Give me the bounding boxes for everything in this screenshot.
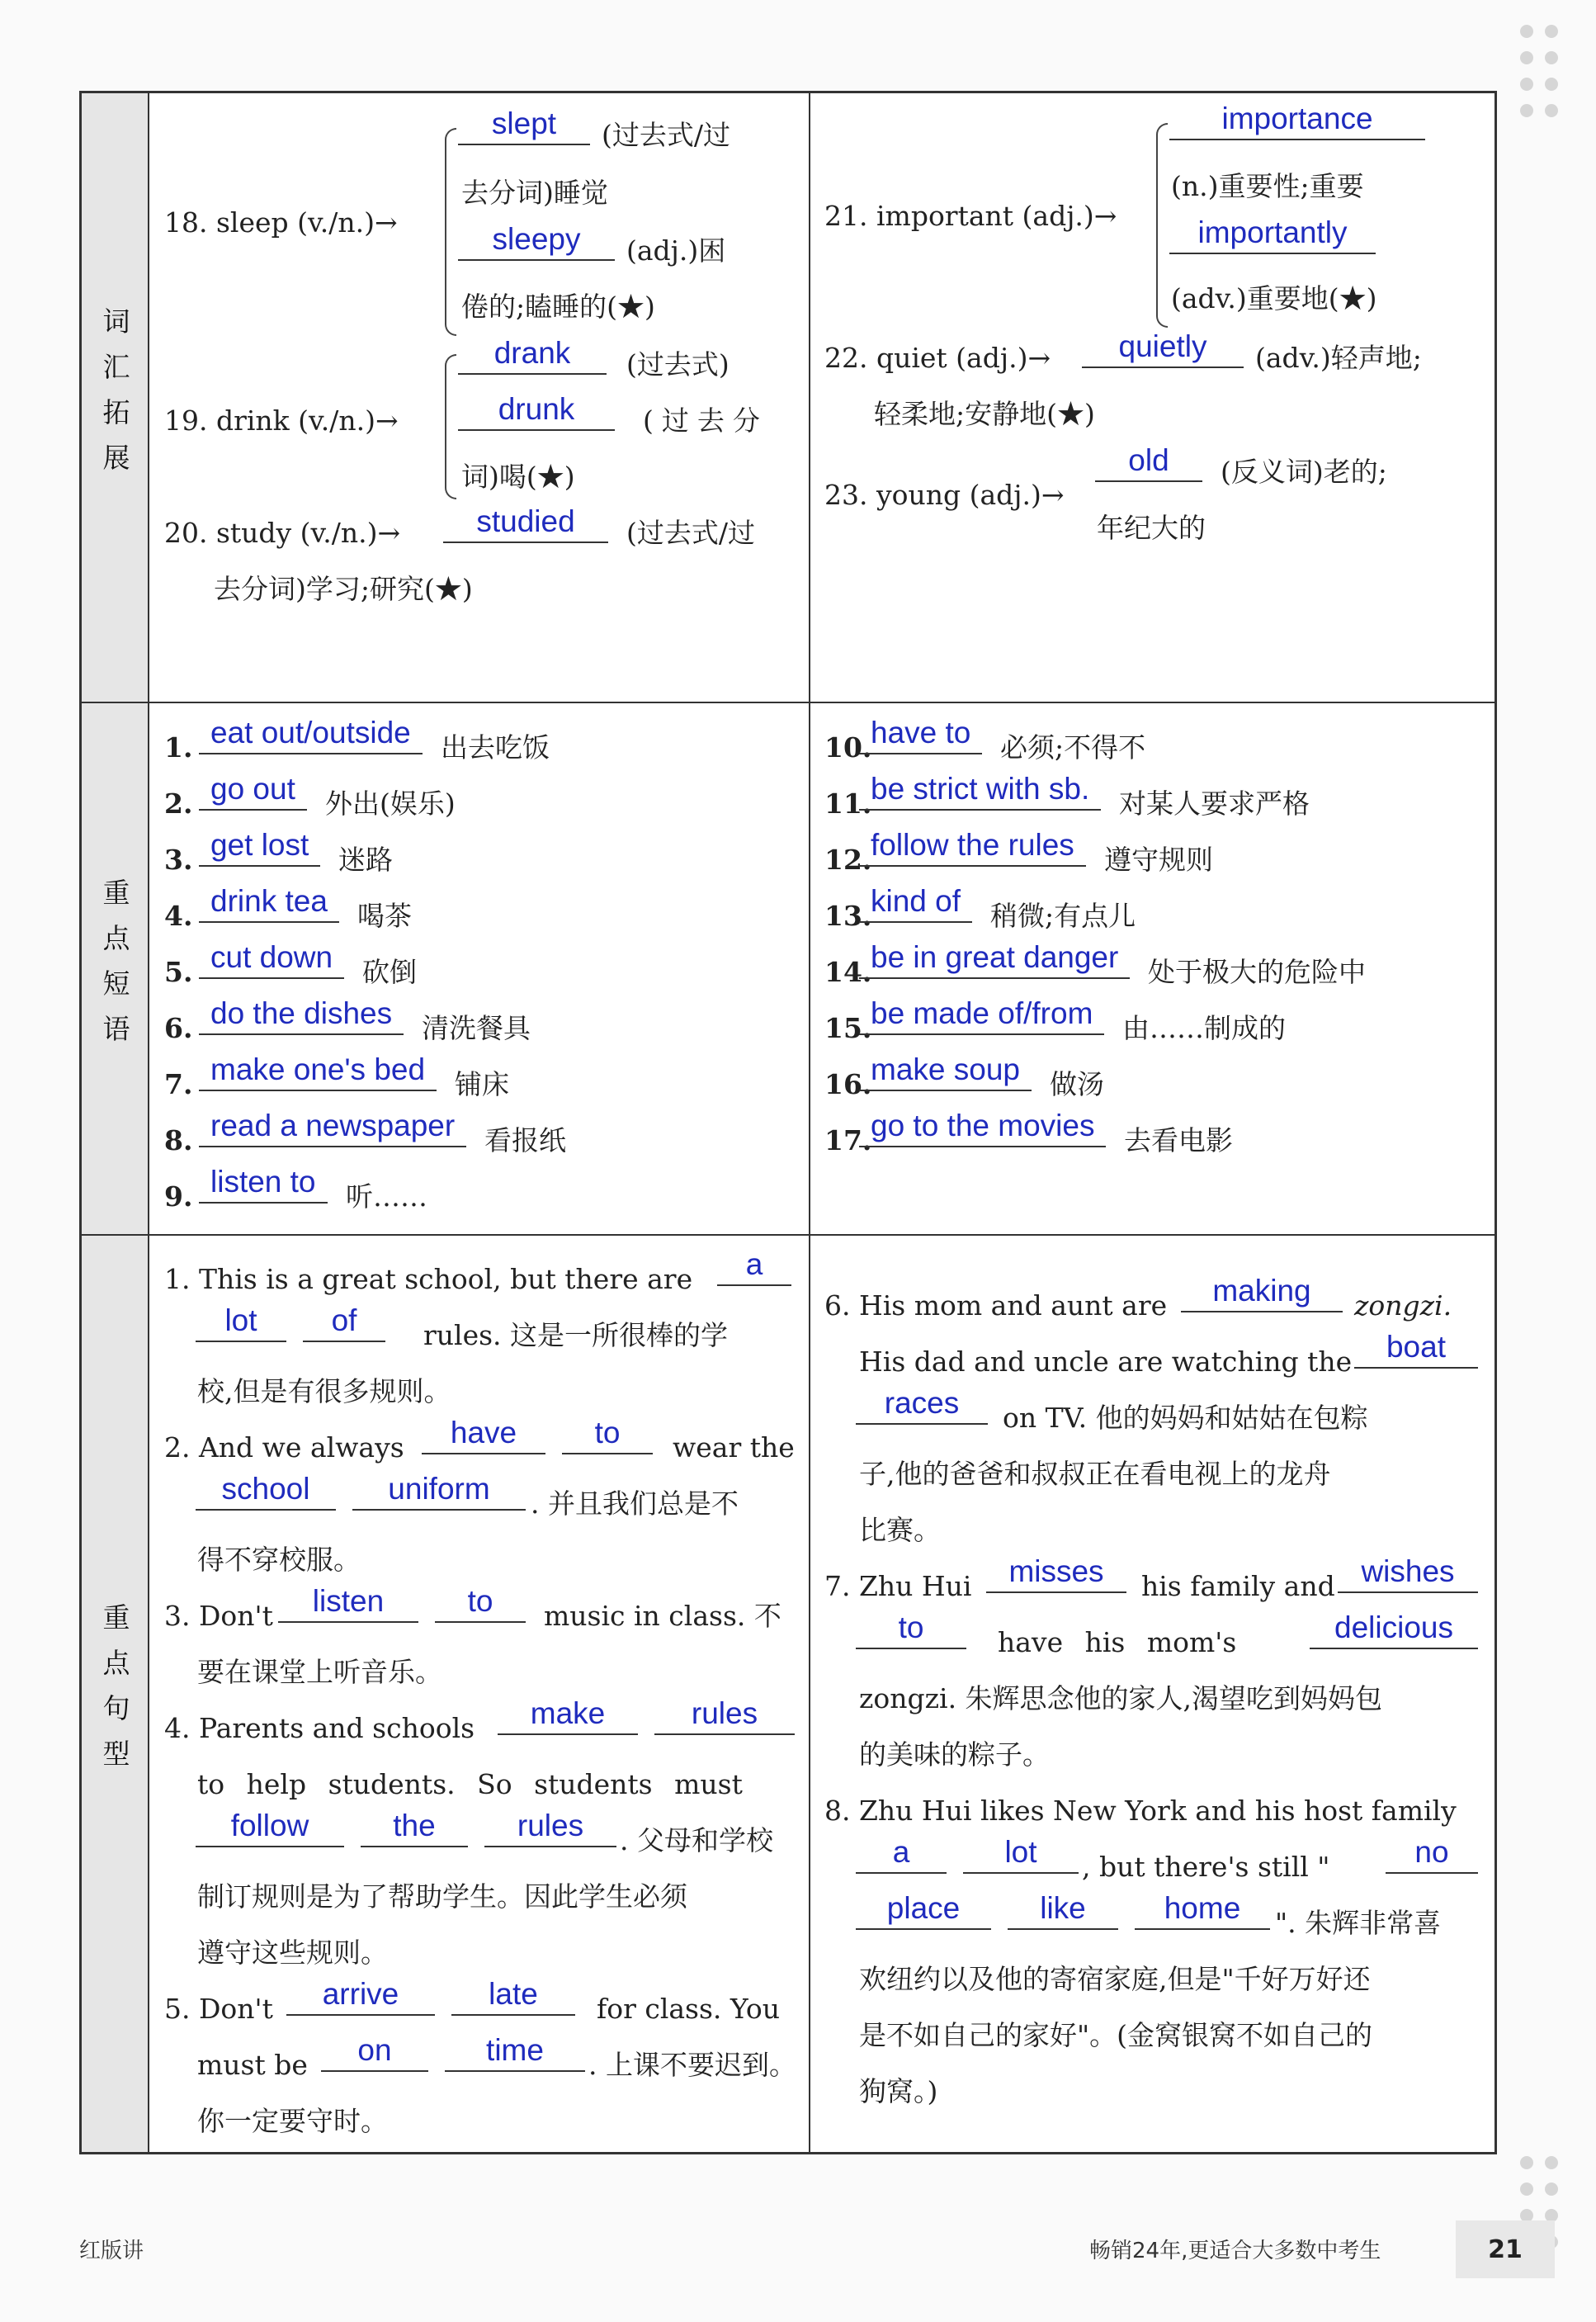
footer-slogan: 畅销24年,更适合大多数中考生 — [1089, 2239, 1381, 2263]
phrase-answer: read a newspaper — [199, 1110, 466, 1147]
section-label-phrases: 重点短语 — [82, 703, 148, 1234]
phrase-number: 5. — [164, 956, 193, 988]
phrase-meaning: 遵守规则 — [1104, 844, 1213, 876]
phrase-answer: make soup — [859, 1054, 1032, 1091]
phrase-number: 8. — [164, 1124, 193, 1156]
phrase-answer: cut down — [199, 942, 344, 979]
phrase-answer: be strict with sb. — [859, 773, 1101, 811]
phrase-meaning: 稍微;有点儿 — [990, 900, 1136, 932]
phrase-meaning: 外出(娱乐) — [325, 787, 456, 820]
phrase-meaning: 迷路 — [338, 844, 393, 876]
phrase-answer: follow the rules — [859, 830, 1086, 867]
footer-left: 红版讲 — [79, 2239, 144, 2263]
phrase-answer: listen to — [199, 1166, 328, 1204]
phrase-answer: be made of/from — [859, 998, 1104, 1035]
phrase-number: 15. — [824, 1012, 872, 1044]
phrase-meaning: 必须;不得不 — [1000, 731, 1146, 764]
phrase-meaning: 砍倒 — [362, 956, 417, 988]
phrase-number: 10. — [824, 731, 872, 764]
phrase-number: 7. — [164, 1068, 193, 1100]
phrase-meaning: 由……制成的 — [1122, 1012, 1286, 1044]
answer-drank: drank — [458, 338, 607, 375]
answer-old: old — [1095, 445, 1202, 482]
phrase-meaning: 做汤 — [1050, 1068, 1104, 1100]
phrase-number: 9. — [164, 1180, 193, 1213]
phrase-meaning: 喝茶 — [357, 900, 412, 932]
phrase-number: 13. — [824, 900, 872, 932]
phrase-answer: get lost — [199, 830, 320, 867]
phrase-meaning: 看报纸 — [484, 1124, 566, 1156]
phrase-meaning: 对某人要求严格 — [1119, 787, 1310, 820]
phrase-number: 11. — [824, 787, 872, 820]
answer-importantly: importantly — [1169, 217, 1376, 254]
phrase-number: 12. — [824, 844, 872, 876]
phrase-number: 1. — [164, 731, 193, 764]
phrase-answer: eat out/outside — [199, 717, 423, 754]
phrase-answer: be in great danger — [859, 942, 1130, 979]
phrase-meaning: 去看电影 — [1124, 1124, 1233, 1156]
phrase-number: 4. — [164, 900, 193, 932]
phrase-answer: do the dishes — [199, 998, 404, 1035]
answer-importance: importance — [1169, 103, 1425, 140]
section-label-vocab: 词汇拓展 — [82, 93, 148, 702]
answer-sleepy: sleepy — [458, 224, 615, 261]
phrase-number: 3. — [164, 844, 193, 876]
exercise-table: 词汇拓展 重点短语 重点句型 18. sleep (v./n.)→ slept (过去式/过 去分词)睡觉 sleepy (adj.)困 倦的;瞌睡的(★) 19. drink (v./n.)→ drank (过去式) drunk (过去分 词)喝(★) 20. study (v./n.)→ studied (过去式/过 去分词)学习;研究(★) 21. important (adj.)→ importance (n.)重要性;重要 importantly (adv.)重要地(★) 22. quiet (adj.)→ quietly (adv.)轻声地; 轻柔地;安静地(★) 23. young (adj.)→ old (反义词)老的; 年纪大的 1. eat out/outside 出去吃饭 2. go out 外出(娱乐) 3. get lost 迷路 4. drink tea 喝茶 5. cut down 砍倒 6. do the dishes 清洗餐具 7. make one's bed 铺床 8. read a newspaper 看报纸 9. listen to 听…… 10. have to 必须;不得不 11. be strict with sb. 对某人要求严格 12. follow the rules 遵守规则 13. kind of 稍微;有点儿 14. be in great danger 处于极大的危险中 15. be made of/from 由……制成的 16. make soup 做汤 17. go to the movies 去看电影 1. This is a great school, but there are a lot of rules. 这是一所很棒的学 校,但是有很多规则。 2. And we always have to wear the school uniform . 并且我们总是不 得不穿校服。 3. Don't listen to music in class. 不 要在课堂上听音乐。 4. Parents and schools make rules to help students. So students must follow the rules . 父母和学校 制订规则是为了帮助学生。因此学生必须 遵守这些规则。 5. Don't arrive late for class. You must be on time . 上课不要迟到。 你一定要守时。 6. His mom and aunt are making zongzi. His dad and uncle are watching the boat races on TV. 他的妈妈和姑姑在包粽 子,他的爸爸和叔叔正在看电视上的龙舟 比赛。 7. Zhu Hui misses his family and wishes to have his mom's delicious zongzi. 朱辉思念他的家人,渴望吃到妈妈包 的美味的粽子。 8. Zhu Hui likes New York and his host family a lot , but there's still " no place like home ". 朱辉非常喜 欢纽约以及他的寄宿家庭,但是"千好万好还 是不如自己的家好"。(金窝银窝不如自己的 狗窝。) — [79, 91, 1497, 2154]
phrase-number: 14. — [824, 956, 872, 988]
section-label-sentences: 重点句型 — [82, 1236, 148, 2152]
answer-studied: studied — [443, 506, 608, 543]
page-number: 21 — [1456, 2220, 1555, 2278]
phrase-answer: kind of — [859, 886, 972, 923]
phrase-number: 16. — [824, 1068, 872, 1100]
phrase-answer: go to the movies — [859, 1110, 1106, 1147]
phrase-answer: have to — [859, 717, 982, 754]
answer-drunk: drunk — [458, 394, 615, 431]
phrase-number: 17. — [824, 1124, 872, 1156]
phrase-answer: make one's bed — [199, 1054, 437, 1091]
phrase-answer: go out — [199, 773, 307, 811]
phrase-meaning: 处于极大的危险中 — [1148, 956, 1366, 988]
phrase-meaning: 铺床 — [455, 1068, 509, 1100]
phrase-number: 6. — [164, 1012, 193, 1044]
phrase-answer: drink tea — [199, 886, 339, 923]
phrase-number: 2. — [164, 787, 193, 820]
phrase-meaning: 听…… — [346, 1180, 427, 1213]
answer-quietly: quietly — [1082, 331, 1244, 368]
phrase-meaning: 清洗餐具 — [422, 1012, 531, 1044]
answer-slept: slept — [458, 108, 590, 145]
phrase-meaning: 出去吃饭 — [441, 731, 550, 764]
